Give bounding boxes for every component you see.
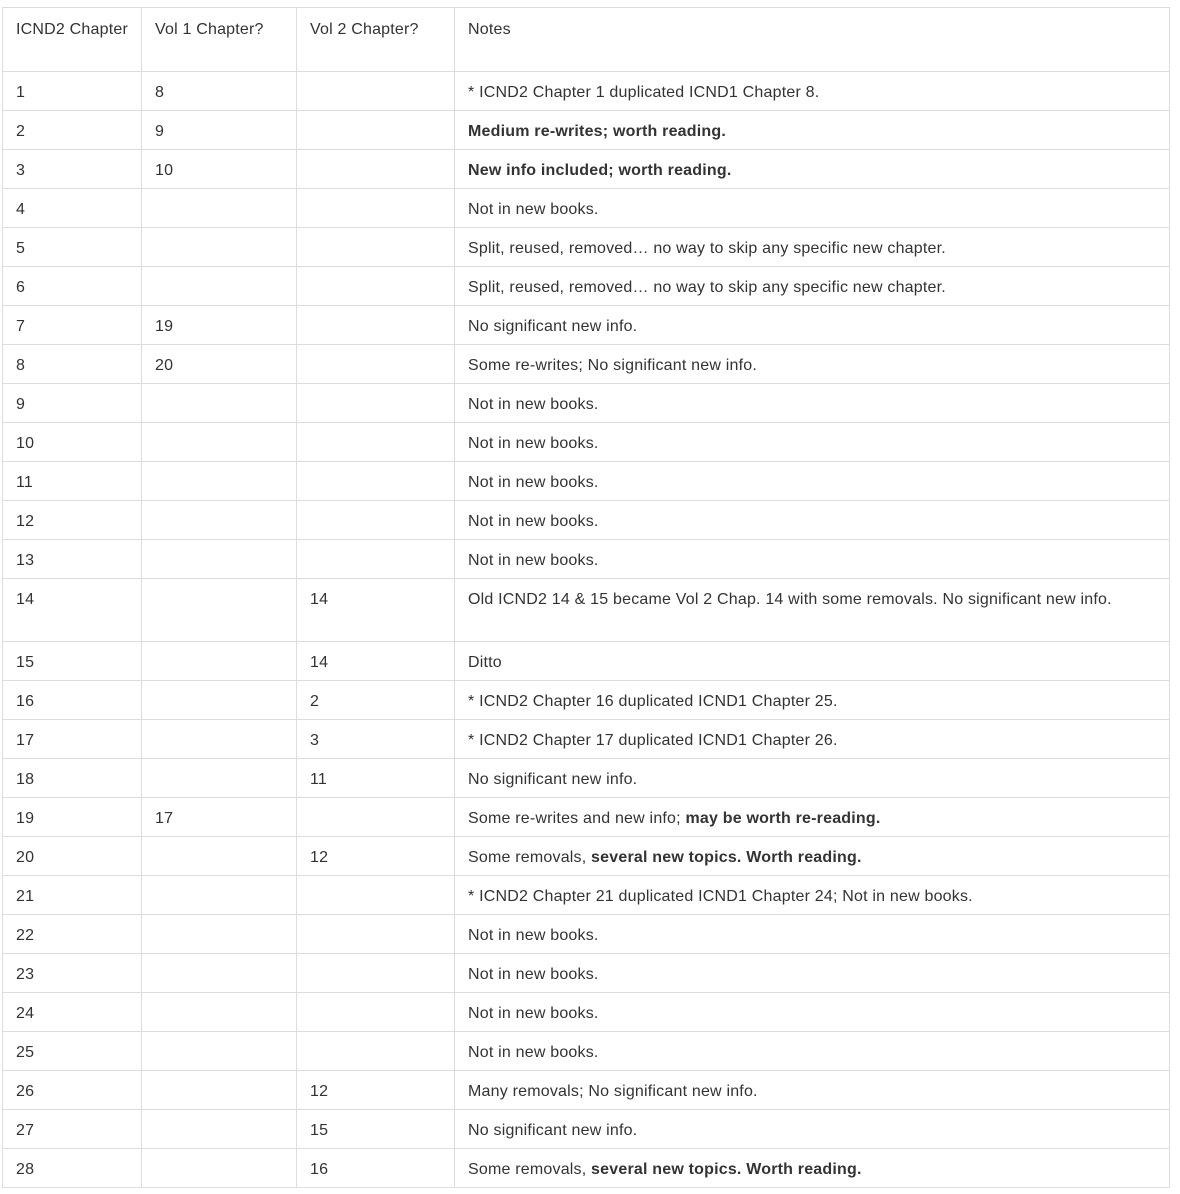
table-row: [3, 111, 1170, 150]
cell-icnd2-chapter: 1: [3, 72, 142, 111]
notes-text: Not in new books.: [468, 966, 599, 983]
table-row: [3, 384, 1170, 423]
cell-vol2-chapter: [297, 798, 455, 837]
cell-vol1-chapter: [142, 423, 297, 462]
cell-notes: [455, 642, 1170, 681]
header-notes: Notes: [455, 8, 1170, 72]
cell-notes: [455, 228, 1170, 267]
notes-emphasis: several new topics. Worth reading.: [591, 1161, 862, 1178]
cell-icnd2-chapter: 17: [3, 720, 142, 759]
table-row: [3, 228, 1170, 267]
cell-notes: [455, 501, 1170, 540]
cell-vol1-chapter: [142, 579, 297, 642]
cell-icnd2-chapter: 24: [3, 993, 142, 1032]
table-row: [3, 759, 1170, 798]
cell-vol1-chapter: [142, 267, 297, 306]
cell-vol2-chapter: [297, 111, 455, 150]
cell-notes: [455, 915, 1170, 954]
cell-icnd2-chapter: 10: [3, 423, 142, 462]
cell-notes: [455, 798, 1170, 837]
cell-notes: [455, 1071, 1170, 1110]
cell-notes: [455, 306, 1170, 345]
cell-notes: [455, 423, 1170, 462]
notes-emphasis: New info included; worth reading.: [468, 162, 732, 179]
cell-vol2-chapter: [297, 384, 455, 423]
cell-vol2-chapter: 2: [297, 681, 455, 720]
notes-text: Not in new books.: [468, 513, 599, 530]
cell-vol2-chapter: 12: [297, 837, 455, 876]
cell-vol2-chapter: [297, 423, 455, 462]
notes-text: * ICND2 Chapter 1 duplicated ICND1 Chapter 8.: [468, 84, 820, 101]
cell-vol1-chapter: [142, 954, 297, 993]
cell-vol1-chapter: 9: [142, 111, 297, 150]
cell-vol2-chapter: 3: [297, 720, 455, 759]
cell-notes: [455, 954, 1170, 993]
cell-notes: [455, 1032, 1170, 1071]
cell-vol2-chapter: [297, 915, 455, 954]
notes-text: Not in new books.: [468, 201, 599, 218]
notes-text: No significant new info.: [468, 771, 638, 788]
cell-vol2-chapter: [297, 267, 455, 306]
table-row: [3, 1149, 1170, 1188]
cell-vol1-chapter: 19: [142, 306, 297, 345]
table-row: [3, 72, 1170, 111]
notes-text: Some re-writes; No significant new info.: [468, 357, 757, 374]
cell-icnd2-chapter: 12: [3, 501, 142, 540]
table-row: [3, 150, 1170, 189]
cell-notes: [455, 267, 1170, 306]
table-row: [3, 915, 1170, 954]
cell-vol2-chapter: [297, 72, 455, 111]
table-row: [3, 267, 1170, 306]
cell-icnd2-chapter: 19: [3, 798, 142, 837]
notes-text: No significant new info.: [468, 318, 638, 335]
cell-vol1-chapter: 17: [142, 798, 297, 837]
cell-notes: [455, 579, 1170, 642]
chapter-mapping-table: [2, 7, 1170, 1188]
header-vol2-chapter: Vol 2 Chapter?: [297, 8, 455, 72]
table-row: [3, 501, 1170, 540]
cell-vol1-chapter: [142, 1149, 297, 1188]
cell-vol1-chapter: [142, 384, 297, 423]
cell-icnd2-chapter: 25: [3, 1032, 142, 1071]
notes-text: No significant new info.: [468, 1122, 638, 1139]
cell-vol1-chapter: 20: [142, 345, 297, 384]
cell-vol2-chapter: [297, 306, 455, 345]
header-icnd2-chapter: ICND2 Chapter: [3, 8, 142, 72]
cell-vol1-chapter: [142, 1110, 297, 1149]
notes-text: Not in new books.: [468, 435, 599, 452]
notes-text: Not in new books.: [468, 474, 599, 491]
table-row: [3, 462, 1170, 501]
cell-vol1-chapter: [142, 915, 297, 954]
cell-icnd2-chapter: 28: [3, 1149, 142, 1188]
cell-icnd2-chapter: 23: [3, 954, 142, 993]
table-row: [3, 345, 1170, 384]
cell-vol2-chapter: [297, 501, 455, 540]
cell-vol2-chapter: 15: [297, 1110, 455, 1149]
cell-notes: [455, 681, 1170, 720]
notes-text: * ICND2 Chapter 17 duplicated ICND1 Chapter 26.: [468, 732, 838, 749]
header-vol1-chapter: Vol 1 Chapter?: [142, 8, 297, 72]
notes-text: Not in new books.: [468, 396, 599, 413]
notes-text: Not in new books.: [468, 1005, 599, 1022]
cell-notes: [455, 837, 1170, 876]
cell-notes: [455, 540, 1170, 579]
table-row: [3, 1071, 1170, 1110]
table-row: [3, 540, 1170, 579]
cell-icnd2-chapter: 20: [3, 837, 142, 876]
cell-notes: [455, 189, 1170, 228]
cell-vol2-chapter: 14: [297, 642, 455, 681]
cell-vol2-chapter: 12: [297, 1071, 455, 1110]
notes-text: Some removals,: [468, 849, 592, 866]
notes-text: Many removals; No significant new info.: [468, 1083, 758, 1100]
cell-vol2-chapter: [297, 228, 455, 267]
cell-vol1-chapter: [142, 837, 297, 876]
cell-vol1-chapter: [142, 1071, 297, 1110]
table-header-row: [3, 8, 1170, 72]
cell-vol1-chapter: 10: [142, 150, 297, 189]
cell-icnd2-chapter: 18: [3, 759, 142, 798]
notes-emphasis: Medium re-writes; worth reading.: [468, 123, 726, 140]
cell-icnd2-chapter: 6: [3, 267, 142, 306]
cell-vol2-chapter: [297, 540, 455, 579]
cell-vol2-chapter: [297, 150, 455, 189]
cell-vol1-chapter: [142, 993, 297, 1032]
cell-vol1-chapter: [142, 228, 297, 267]
cell-icnd2-chapter: 22: [3, 915, 142, 954]
cell-icnd2-chapter: 8: [3, 345, 142, 384]
cell-icnd2-chapter: 13: [3, 540, 142, 579]
notes-text: Split, reused, removed… no way to skip any specific new chapter.: [468, 240, 946, 257]
table-body: [3, 72, 1170, 1188]
cell-notes: [455, 759, 1170, 798]
cell-vol2-chapter: 11: [297, 759, 455, 798]
table-row: [3, 954, 1170, 993]
cell-icnd2-chapter: 11: [3, 462, 142, 501]
cell-notes: [455, 384, 1170, 423]
cell-notes: [455, 72, 1170, 111]
cell-icnd2-chapter: 16: [3, 681, 142, 720]
notes-text: Split, reused, removed… no way to skip any specific new chapter.: [468, 279, 946, 296]
notes-text: * ICND2 Chapter 21 duplicated ICND1 Chapter 24; Not in new books.: [468, 888, 973, 905]
cell-vol1-chapter: [142, 540, 297, 579]
table-row: [3, 1110, 1170, 1149]
table-row: [3, 720, 1170, 759]
notes-text: Some re-writes and new info;: [468, 810, 686, 827]
cell-notes: [455, 462, 1170, 501]
table-row: [3, 579, 1170, 642]
cell-icnd2-chapter: 5: [3, 228, 142, 267]
cell-notes: [455, 876, 1170, 915]
table-row: [3, 681, 1170, 720]
cell-vol1-chapter: [142, 462, 297, 501]
cell-icnd2-chapter: 15: [3, 642, 142, 681]
table-row: [3, 306, 1170, 345]
cell-vol2-chapter: 16: [297, 1149, 455, 1188]
cell-vol1-chapter: [142, 189, 297, 228]
cell-vol2-chapter: [297, 189, 455, 228]
cell-vol2-chapter: [297, 876, 455, 915]
cell-vol2-chapter: 14: [297, 579, 455, 642]
cell-vol2-chapter: [297, 1032, 455, 1071]
notes-text: Not in new books.: [468, 552, 599, 569]
notes-emphasis: several new topics. Worth reading.: [591, 849, 862, 866]
cell-notes: [455, 111, 1170, 150]
notes-text: * ICND2 Chapter 16 duplicated ICND1 Chapter 25.: [468, 693, 838, 710]
table-row: [3, 423, 1170, 462]
cell-icnd2-chapter: 27: [3, 1110, 142, 1149]
cell-icnd2-chapter: 4: [3, 189, 142, 228]
table-row: [3, 993, 1170, 1032]
cell-vol2-chapter: [297, 345, 455, 384]
cell-icnd2-chapter: 7: [3, 306, 142, 345]
table-row: [3, 1032, 1170, 1071]
cell-icnd2-chapter: 2: [3, 111, 142, 150]
table-row: [3, 642, 1170, 681]
cell-icnd2-chapter: 9: [3, 384, 142, 423]
notes-text: Not in new books.: [468, 1044, 599, 1061]
table-row: [3, 798, 1170, 837]
table-row: [3, 837, 1170, 876]
cell-notes: [455, 345, 1170, 384]
notes-text: Old ICND2 14 & 15 became Vol 2 Chap. 14 with some removals. No significant new info.: [468, 591, 1112, 608]
cell-vol2-chapter: [297, 462, 455, 501]
table-row: [3, 189, 1170, 228]
cell-icnd2-chapter: 3: [3, 150, 142, 189]
cell-notes: [455, 150, 1170, 189]
cell-vol1-chapter: [142, 759, 297, 798]
cell-notes: [455, 720, 1170, 759]
cell-notes: [455, 1110, 1170, 1149]
notes-text: Ditto: [468, 654, 502, 671]
cell-icnd2-chapter: 14: [3, 579, 142, 642]
table-row: [3, 876, 1170, 915]
notes-text: Some removals,: [468, 1161, 592, 1178]
cell-vol1-chapter: 8: [142, 72, 297, 111]
cell-notes: [455, 1149, 1170, 1188]
cell-vol1-chapter: [142, 720, 297, 759]
cell-vol1-chapter: [142, 1032, 297, 1071]
cell-icnd2-chapter: 26: [3, 1071, 142, 1110]
cell-vol1-chapter: [142, 876, 297, 915]
cell-vol2-chapter: [297, 954, 455, 993]
cell-icnd2-chapter: 21: [3, 876, 142, 915]
chapter-mapping-table-container: [2, 7, 1169, 1188]
cell-notes: [455, 993, 1170, 1032]
cell-vol1-chapter: [142, 501, 297, 540]
notes-emphasis: may be worth re-reading.: [685, 810, 881, 827]
cell-vol1-chapter: [142, 642, 297, 681]
cell-vol1-chapter: [142, 681, 297, 720]
cell-vol2-chapter: [297, 993, 455, 1032]
notes-text: Not in new books.: [468, 927, 599, 944]
